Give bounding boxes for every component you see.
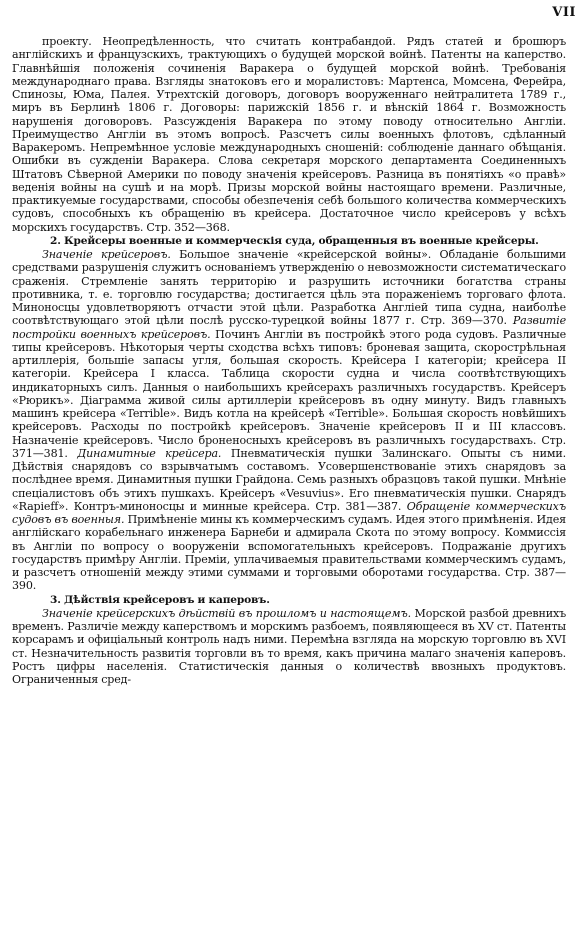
heading-text: 2. Крейсеры военные и коммерческія суда, обращенныя въ военные крейсеры. — [50, 234, 539, 247]
paragraph-cruisers — [12, 248, 566, 593]
page-body — [12, 35, 566, 940]
paragraph-actions — [12, 607, 566, 687]
text-run: Примѣненіе мины къ коммерческимъ судамъ. Идея этого примѣненія. Идея англійскаго корабельнаго инженера Барнеби и адмирала Скота по этому вопросу. Коммиссія въ Англіи по вопросу о вооруженіи вспомогательныхъ крейсеровъ. Подражаніе другихъ государствъ примѣру Англіи. Преміи, уплачиваемыя правительствами коммерческимъ судамъ, и разсчетъ отношеній между этими суммами и торговыми оборотами государства. Стр. 387—390. — [12, 513, 566, 593]
section-heading-3 — [12, 594, 566, 607]
subheading-run: Развитіе постройки военныхъ крейсеровъ. — [12, 314, 566, 341]
subheading-run: Обращеніе коммерческихъ судовъ въ военныя. — [12, 499, 566, 526]
text-run: Пневматическія пушки Залинскаго. Опыты съ ними. Дѣйствія снарядовъ со взрывчатымъ составомъ. Усовершенствованіе этихъ снарядовъ за послѣднее время. Динамитныя пушки Грайдона. Семь разныхъ образцовъ такой пушки. Мнѣніе спеціалистовъ объ этихъ пушкахъ. Крейсеръ «Vesuvius». Его пневматическія пушки. Снарядъ «Rapieff». Контръ-миноносцы и минные крейсера. Стр. 381—387. — [12, 446, 566, 513]
subheading-run: Значеніе крейсерскихъ дѣйствій въ прошломъ и настоящемъ. — [42, 606, 412, 620]
text-run: Морской разбой древнихъ временъ. Различіе между каперствомъ и морскимъ разбоемъ, появляющееся въ XV ст. Патенты корсарамъ и офиціальный контроль надъ ними. Перемѣна взгляда на морскую торговлю въ XVI ст. Незначительность развитія торговли въ то время, какъ причина малаго значенія каперовъ. Ростъ цифры населенія. Статистическія данныя о количествѣ ввозныхъ продуктовъ. Ограниченныя сред- — [12, 606, 566, 686]
subheading-run: Динамитные крейсера. — [77, 446, 222, 460]
section-heading-2 — [12, 235, 566, 248]
text-run: проекту. Неопредѣленность, что считать контрабандой. Рядъ статей и брошюръ англійскихъ и французскихъ, трактующихъ о будущей морской войнѣ. Патенты на каперство. Главнѣйшія положенія сочиненія Варакера о будущей морской войнѣ. Требованія международнаго права. Взгляды знатоковъ его и моралистовъ: Мартенса, Момсена, Ферейра, Спинозы, Юма, Палея. Утрехтскій договоръ, договоръ вооруженнаго нейтралитета 1789 г., миръ въ Берлинѣ 1806 г. Договоры: парижскій 1856 г. и вѣнскій 1864 г. Возможность нарушенія договоровъ. Разсужденія Варакера по этому поводу относительно Англіи. Преимущество Англіи въ этомъ вопросѣ. Разсчетъ силы военныхъ флотовъ, сдѣланный Варакеромъ. Непремѣнное условіе международныхъ сношеній: соблюденіе даннаго обѣщанія. Ошибки въ сужденіи Варакера. Слова секретаря морского департамента Соединенныхъ Штатовъ Сѣверной Америки по поводу значенія крейсеровъ. Разница въ понятіяхъ «о правѣ» веденія войны на сушѣ и на морѣ. Призы морской войны настоящаго времени. Различные, практикуемые государствами, способы обезпеченія себѣ большого количества коммерческихъ судовъ, способныхъ къ обращенію въ крейсера. Достаточное число крейсеровъ у всѣхъ морскихъ государствъ. Стр. 352—368. — [12, 35, 566, 234]
text-run: Починъ Англіи въ постройкѣ этого рода судовъ. Различные типы крейсеровъ. Нѣкоторыя черты сходства всѣхъ типовъ: броневая защита, скорострѣльная артиллерія, большіе запасы угля, большая скорость. Крейсера I категоріи; крейсера II категоріи. Крейсера I класса. Таблица скорости судна и числа соотвѣтствующихъ индикаторныхъ силъ. Данныя о наибольшихъ крейсерахъ различныхъ государствъ. Крейсеръ «Рюрикъ». Діаграмма живой силы артиллеріи крейсеровъ въ одну минуту. Видъ главныхъ машинъ крейсера «Terrible». Видъ котла на крейсерѣ «Terrible». Большая скорость новѣйшихъ крейсеровъ. Расходы по постройкѣ крейсеровъ. Значеніе крейсеровъ II и III классовъ. Назначеніе крейсеровъ. Число броненосныхъ крейсеровъ въ различныхъ государствахъ. Стр. 371—381. — [12, 327, 566, 460]
text-run: Большое значеніе «крейсерской войны». Обладаніе большими средствами разрушенія служитъ основаніемъ утвержденію о невозможности систематическаго сраженія. Стремленіе занять территорію и разрушить источники богатства страны противника, т. е. торговлю государства; достигается цѣль эта пораженіемъ торговаго флота. Миноносцы удовлетворяютъ отчасти этой цѣли. Разработка Англіей типа судна, наиболѣе соотвѣтствующаго этой цѣли послѣ русско-турецкой войны 1877 г. Стр. 369—370. — [12, 248, 566, 328]
page-number: VII — [552, 5, 576, 20]
paragraph-1-continuation — [12, 35, 566, 234]
heading-text: 3. Дѣйствія крейсеровъ и каперовъ. — [50, 593, 270, 606]
subheading-run: Значеніе крейсеровъ. — [42, 248, 171, 261]
